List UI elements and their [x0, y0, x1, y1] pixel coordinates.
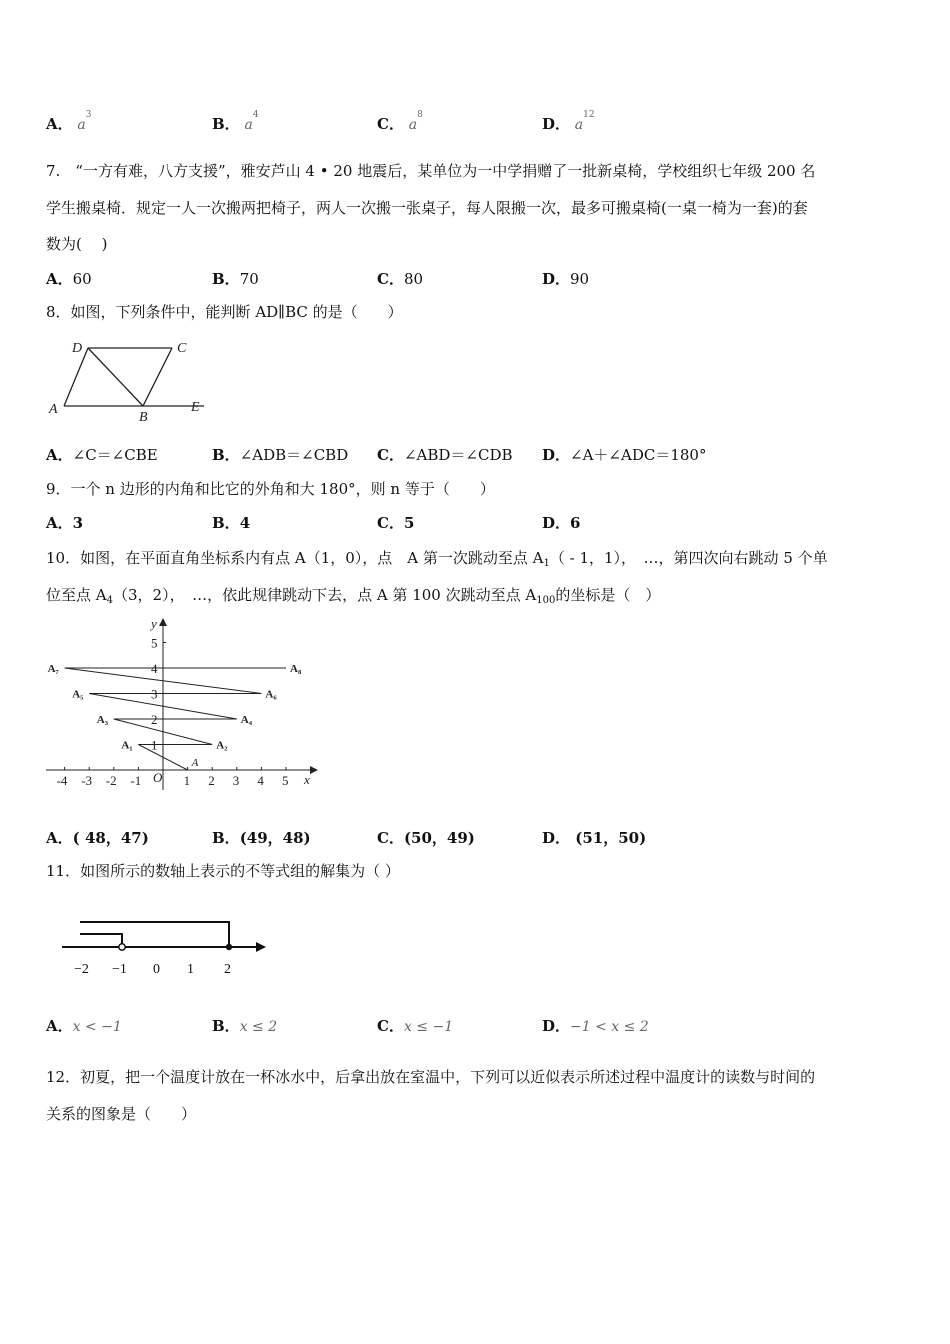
stem-text: （ - 1，1）， …，第四次向右跳动 5 个单 [549, 549, 828, 567]
tick-label: 0 [153, 962, 160, 977]
q7-option-b[interactable] [212, 269, 259, 289]
q9-option-d[interactable] [542, 513, 580, 533]
point-label: A₈ [290, 663, 302, 675]
q7-option-d[interactable] [542, 269, 589, 289]
tick-label: 1 [187, 962, 194, 977]
option-label: B． [212, 1017, 240, 1035]
point-label: A₂ [216, 739, 228, 752]
option-text: ∠C＝∠CBE [72, 446, 158, 464]
q12-stem-line-1: 12．初夏，把一个温度计放在一杯冰水中，后拿出放在室温中，下列可以近似表示所述过程中温度计的读数与时间的 [46, 1068, 816, 1086]
option-label: D． [542, 514, 571, 532]
option-math [77, 110, 92, 133]
q9-option-a[interactable] [46, 513, 83, 533]
label-a: A [49, 402, 58, 417]
point-label: A₆ [265, 688, 277, 701]
option-label: B． [212, 446, 240, 464]
option-label: A． [46, 829, 73, 847]
x-axis-label: x [304, 772, 310, 787]
subscript: 4 [106, 595, 113, 606]
option-label: D． [542, 1017, 571, 1035]
x-tick-label: 5 [282, 773, 289, 788]
q11-stem: 11．如图所示的数轴上表示的不等式组的解集为（ ） [46, 862, 400, 880]
tick-label: −1 [112, 962, 127, 977]
x-tick-label: 4 [257, 773, 264, 788]
q7-stem-line-3: 数为( ) [46, 235, 108, 253]
point-label: A₃ [96, 714, 109, 726]
q10-option-a[interactable] [46, 828, 149, 848]
q6-option-a[interactable] [46, 110, 92, 137]
q12-stem-line-2: 关系的图象是（ ） [46, 1105, 197, 1123]
option-label: A． [46, 514, 73, 532]
stem-text: （3，2）， …，依此规律跳动下去，点 A 第 100 次跳动至点 A [112, 586, 537, 604]
segment-da [64, 348, 88, 406]
option-text: ∠ADB＝∠CBD [239, 446, 349, 464]
jump-coordinate-graph [44, 614, 324, 794]
q7-option-c[interactable] [377, 269, 423, 289]
y-axis-label: y [151, 616, 157, 631]
option-label: B． [212, 270, 240, 288]
q6-option-b[interactable] [212, 110, 259, 137]
x-tick-label: 3 [232, 773, 240, 788]
option-math: x < −1 [72, 1019, 122, 1035]
q6-option-d[interactable] [542, 110, 595, 137]
option-label: D． [542, 115, 571, 133]
option-math [244, 110, 259, 133]
q8-stem: 8．如图，下列条件中，能判断 AD∥BC 的是（ ） [46, 303, 403, 321]
q8-option-a[interactable] [46, 445, 158, 465]
power-base: a [77, 117, 86, 133]
option-text: 70 [239, 270, 259, 288]
open-dot [119, 944, 125, 950]
option-label: A． [46, 446, 73, 464]
point-label: A [191, 757, 199, 769]
stem-text: 的坐标是（ ） [555, 586, 661, 604]
option-text: 90 [570, 270, 590, 288]
y-tick-label: 2 [151, 712, 158, 727]
closed-dot [226, 944, 232, 950]
q8-option-c[interactable] [377, 445, 513, 465]
y-tick-label: 5 [151, 635, 158, 651]
option-text: 4 [239, 514, 251, 532]
option-math [408, 110, 423, 133]
option-text: 80 [403, 270, 424, 288]
q10-option-d[interactable] [542, 828, 646, 848]
option-text: 3 [72, 514, 84, 532]
option-text: (50，49) [403, 829, 475, 847]
label-d: D [72, 341, 83, 356]
power-base: a [408, 117, 418, 133]
option-label: C． [377, 829, 404, 847]
q6-option-c[interactable] [377, 110, 423, 137]
label-b: B [139, 410, 148, 425]
x-tick-label: 2 [208, 773, 215, 788]
option-math: x ≤ −1 [403, 1019, 454, 1035]
option-label: C． [377, 446, 404, 464]
option-math [574, 110, 595, 133]
q7-stem-line-1: 7. “一方有难，八方支援”，雅安芦山 4 • 20 地震后，某单位为一中学捐赠了一批新桌椅，学校组织七年级 200 名 [46, 162, 816, 180]
x-tick-label: -2 [105, 773, 117, 788]
q10-stem-line-2 [46, 585, 660, 611]
number-line-figure [58, 912, 273, 982]
q11-option-a[interactable] [46, 1016, 122, 1037]
y-tick-label: 1 [151, 737, 158, 753]
q7-stem-line-2: 学生搬桌椅．规定一人一次搬两把椅子，两人一次搬一张桌子，每人限搬一次，最多可搬桌椅(一桌一椅为一套)的套 [46, 199, 808, 217]
point-label: A₅ [72, 688, 84, 701]
q11-option-c[interactable] [377, 1016, 453, 1037]
option-label: B． [212, 514, 240, 532]
option-label: B． [212, 829, 240, 847]
solution-bracket-lower [80, 934, 122, 947]
x-tick-label: -4 [56, 773, 68, 788]
y-tick-label: 3 [151, 686, 158, 702]
option-text: (51，50) [570, 829, 647, 847]
option-text: ∠A＋∠ADC＝180° [570, 446, 707, 464]
option-label: B． [212, 115, 240, 133]
q11-option-d[interactable] [542, 1016, 649, 1037]
q10-option-c[interactable] [377, 828, 475, 848]
q9-option-c[interactable] [377, 513, 414, 533]
power-exponent: 12 [583, 110, 595, 120]
option-label: D． [542, 446, 571, 464]
option-text: ( 48，47) [72, 829, 149, 847]
option-text: 5 [403, 514, 415, 532]
option-label: C． [377, 514, 404, 532]
subscript: 1 [543, 558, 550, 569]
option-text: ∠ABD＝∠CDB [403, 446, 513, 464]
stem-text: 位至点 A [46, 586, 107, 604]
option-label: D． [542, 829, 571, 847]
q9-option-b[interactable] [212, 513, 250, 533]
option-label: A． [46, 115, 73, 133]
x-tick-label: -1 [130, 773, 142, 788]
point-label: A₇ [47, 663, 59, 675]
y-axis-arrow [159, 618, 167, 626]
option-math: x ≤ 2 [239, 1019, 278, 1035]
q10-option-b[interactable] [212, 828, 311, 848]
q9-stem: 9．一个 n 边形的内角和比它的外角和大 180°，则 n 等于（ ） [46, 480, 495, 498]
number-line-arrow [256, 942, 266, 952]
segment-db [88, 348, 143, 406]
stem-text: 10．如图，在平面直角坐标系内有点 A（1，0），点 A 第一次跳动至点 A [46, 549, 544, 567]
point-label: A₄ [240, 714, 253, 726]
option-text: (49，48) [239, 829, 311, 847]
q8-option-b[interactable] [212, 445, 348, 465]
label-e: E [191, 400, 200, 415]
label-c: C [177, 341, 187, 356]
x-tick-label: 1 [183, 773, 191, 788]
option-label: A． [46, 1017, 73, 1035]
option-label: C． [377, 270, 404, 288]
tick-label: −2 [74, 962, 89, 977]
x-axis-arrow [310, 766, 318, 774]
q11-option-b[interactable] [212, 1016, 277, 1037]
parallelogram-figure [46, 335, 216, 425]
option-label: C． [377, 1017, 404, 1035]
subscript: 100 [536, 595, 556, 606]
power-exponent: 3 [85, 110, 92, 120]
q7-option-a[interactable] [46, 269, 92, 289]
power-base: a [574, 117, 584, 133]
option-label: D． [542, 270, 571, 288]
power-base: a [244, 117, 253, 133]
tick-label: 2 [224, 962, 231, 977]
q8-option-d[interactable] [542, 445, 706, 465]
point-labels [48, 663, 302, 769]
y-tick-label: 4 [151, 661, 158, 676]
option-math: −1 < x ≤ 2 [570, 1019, 649, 1035]
option-label: A． [46, 270, 73, 288]
power-exponent: 8 [417, 110, 423, 120]
origin-label: O [153, 770, 163, 785]
q10-stem-line-1 [46, 548, 828, 574]
option-label: C． [377, 115, 404, 133]
option-text: 6 [570, 514, 581, 532]
power-exponent: 4 [252, 110, 259, 120]
point-label: A₁ [121, 739, 133, 752]
segment-cb [143, 348, 172, 406]
x-tick-label: -3 [81, 773, 93, 788]
option-text: 60 [72, 270, 92, 288]
